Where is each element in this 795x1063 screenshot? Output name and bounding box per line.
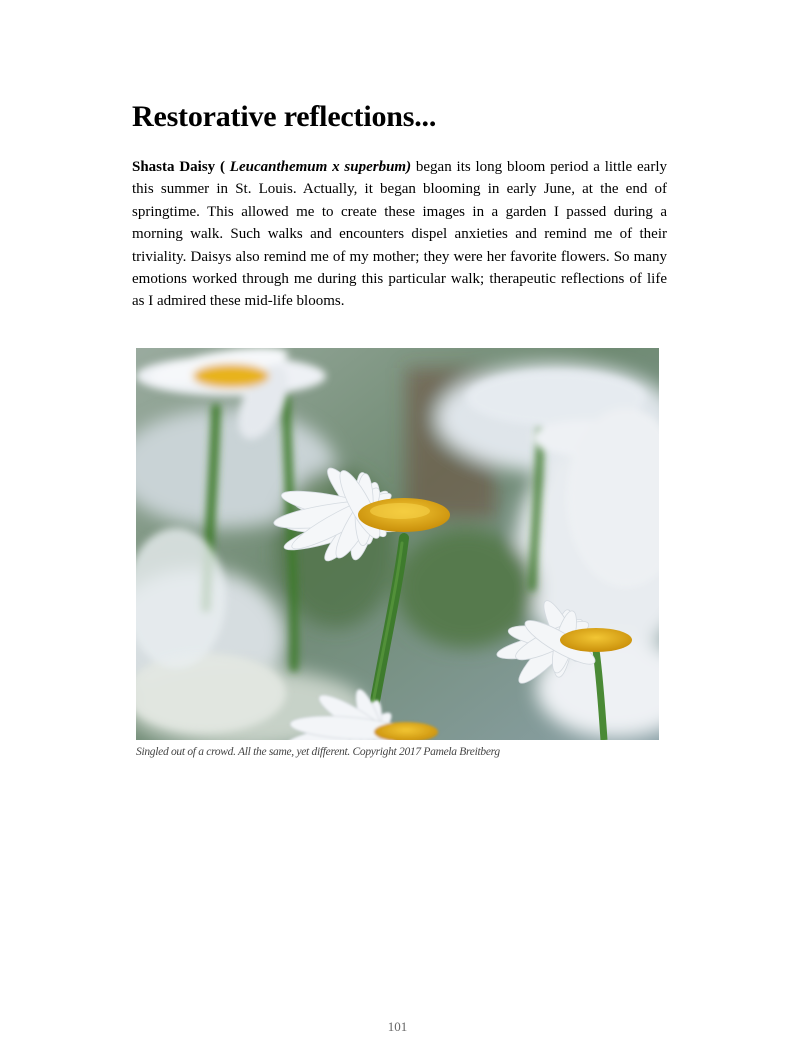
page-number: 101 bbox=[387, 1019, 408, 1034]
species-latin-name: Leucanthemum x superbum) bbox=[229, 159, 412, 175]
daisy-photo bbox=[136, 348, 659, 740]
body-paragraph bbox=[132, 156, 667, 313]
paragraph-body: began its long bloom period a little early this summer in St. Louis. Actually, it began blooming in early June, at the end of springtime. This allowed me to create these images in a garden I passed during a morning walk. Such walks and encounters dispel anxieties and remind me of their triviality. Daisys also remind me of my mother; they were her favorite flowers. So many emotions worked through me during this particular walk; therapeutic reflections of life as I admired these mid-life blooms. bbox=[132, 159, 667, 310]
species-common-name: Shasta Daisy ( bbox=[132, 159, 230, 175]
page-title: Restorative reflections... bbox=[132, 100, 437, 133]
photo-caption: Singled out of a crowd. All the same, yet different. Copyright 2017 Pamela Breitberg bbox=[136, 746, 500, 758]
daisy-photo-illustration bbox=[136, 348, 659, 740]
